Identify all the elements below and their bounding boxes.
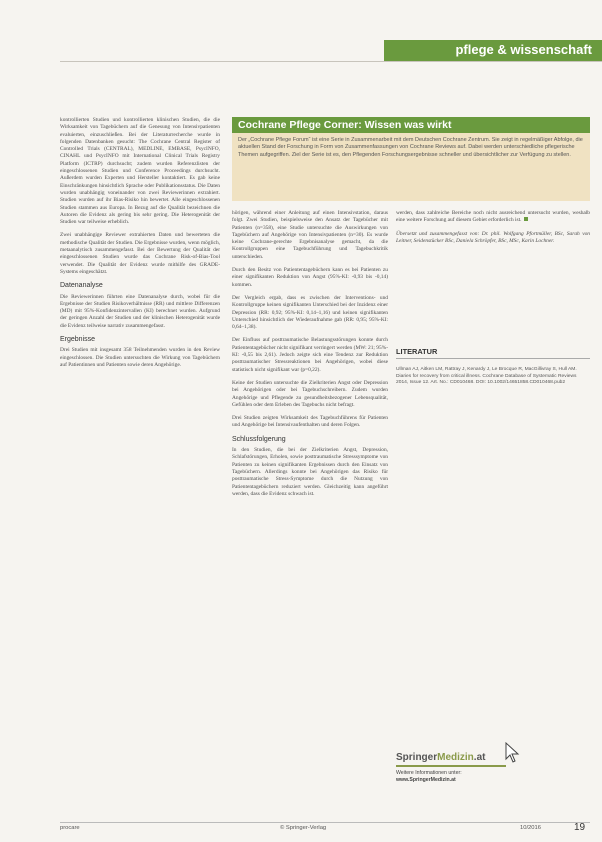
col2-paragraph-2: Durch den Besitz von Patiententagebüchern kann es bei Patienten zu einer signifikanten Reduktion von Angst (95%-KI: -0,93 bis -0,14) kommen. — [232, 267, 388, 288]
end-marker — [524, 217, 528, 221]
springer-promo[interactable] — [396, 752, 590, 784]
promo-text-1: Weitere Informationen unter: — [396, 770, 462, 776]
col2-paragraph-5: Keine der Studien untersuchte die Zielkriterien Angst oder Depression bei Angehörigen oder bei Tagebuchschreibern. Zudem wurden Angehörige und Pflegende zu gesundheitsbezogener Lebensqualität, Gefühlen oder dem Erleben des Tagebuchs nicht befragt. — [232, 379, 388, 408]
col3-paragraph-1 — [396, 210, 590, 225]
col2-paragraph-3: Der Vergleich ergab, dass es zwischen der Interventions- und Kontrollgruppe keinen signifikanten Unterschied bei der Inzidenz einer Depression (RR: 0,92; 95%-KI: 0,14–1,16) und keinen signifikanten Unterschied hinsichtlich der Wiederaufnahme gab (RR: 0,95; 95%-KI: 0,64–1,38). — [232, 294, 388, 331]
header-rule — [60, 61, 602, 62]
col2-paragraph-6: Drei Studien zeigten Wirksamkeit des Tagebuchführens für Patienten und Angehörige bei Intensivaufenthalten und deren Folgen. — [232, 415, 388, 429]
col2-paragraph-7: In den Studien, die bei der Zielkriterien Angst, Depression, Schlafstörungen, Erholen, sowie posttraumatische Stresssymptome von Patienten zu keinen signifikanten Ergebnissen durch den Einsatz von Tagebüchern. Allerdings konnte bei Angehörigen das Risiko für posttraumatische Stress-Symptome durch die Nutzung von Patiententagebüchern reduziert werden. Gleichzeitig kann angeführt werden, dass die Evidenz schwach ist. — [232, 447, 388, 497]
cochrane-box-title: Cochrane Pflege Corner: Wissen was wirkt — [232, 117, 590, 133]
column-3 — [396, 210, 590, 340]
literature-rule — [396, 358, 590, 359]
page-number: 19 — [574, 822, 586, 833]
footer-center: © Springer-Verlag — [280, 825, 327, 831]
section-title: pflege & wissenschaft — [455, 42, 592, 57]
col2-paragraph-4: Der Einfluss auf posttraumatische Belastungsstörungen konnte durch Patiententagebücher nicht signifikant verringert werden (MW: 21; 95%-KI: -0,55 bis 2,61). Jedoch zeigte sich eine Tendenz zur Reduktion posttraumatischer Stressreaktionen bei Angehörigen, wobei diese statistisch nicht signifikant war (p=0,22). — [232, 337, 388, 373]
column-1 — [60, 117, 220, 817]
col1-paragraph-3: Die Reviewerinnen führten eine Datenanalyse durch, wobei für die Ergebnisse der Studien Risikoverhältnisse (RR) und mittlere Differenzen (MD) mit 95%-Konfidenzintervallen (KI) berechnet wurden. Aufgrund der geringen Anzahl der Studien und der klinischen Heterogenität wurde die Evidenz teilweise narrativ zusammengefasst. — [60, 293, 220, 329]
literature-reference: Ullman AJ, Aitken LM, Rattray J, Kenardy J, Le Brocque R, MacGillivray S, Hull AM. Diaries for recovery from critical illness. Cochrane Database of Systematic Reviews 2014, Issue 12. Art. No.: CD010468. DOI: 10.1002/14651858.CD010468.pub2 — [396, 367, 577, 386]
heading-results: Ergebnisse — [60, 336, 96, 344]
col3-credits: Übersetzt und zusammengefasst von: Dr. phil. Wolfgang Pfortmüller, BSc, Sarah von Leitner, Seidenstücker BSc, Daniela Schröpfer, BSc, MSc, Karin Lochner. — [396, 230, 590, 244]
logo-suffix: .at — [473, 752, 486, 763]
col1-paragraph-1: kontrollierten Studien und kontrollierten klinischen Studien, die die Wirksamkeit von Tagebüchern auf die Genesung von Intensivpatienten evaluierten, einzuschließen. Bei der Literaturrecherche wurde in folgenden Datenbanken gesucht: The Cochrane Central Register of Controlled Trials (CENTRAL), MEDLINE, EMBASE, PsycINFO, CINAHL und PsycINFO mit International Clinical Trials Registry Platform (ICTRP) durchsucht; zudem wurden Referenzlisten der eingeschlossenen Studien und Conference Proceedings durchsucht. Außerdem wurden Experten und Hersteller kontaktiert. Es gab keine Einschränkungen hinsichtlich Sprache oder Publikationsstatus. Die Daten wurden unabhängig voneinander von zwei Reviewerinnen extrahiert. Studien wurden auf ihr Bias-Risiko hin bewertet. Alle eingeschlossenen Studien stammen aus Europa. In Bezug auf die Qualität bezeichnen die Autoren die Evidenz als gering bis sehr gering. Die Heterogenität der Studien war teilweise erheblich. — [60, 117, 220, 226]
promo-bar — [396, 765, 506, 767]
footer-rule — [60, 822, 590, 823]
heading-data-analysis: Datenanalyse — [60, 282, 103, 290]
col1-paragraph-2: Zwei unabhängige Reviewer extrahierten Daten und bewerteten die methodische Qualität der Studien. Die Ergebnisse wurden, wenn möglich, metaanalytisch zusammengefasst. Bei der Bewertung der Qualität der eingeschlossenen Studien wurde das Cochrane Risk-of-Bias-Tool verwendet. Die Qualität der Evidenz wurde mithilfe des GRADE-Systems eingeschätzt. — [60, 232, 220, 275]
column-2 — [232, 210, 388, 817]
promo-link[interactable]: www.SpringerMedizin.at — [396, 777, 456, 783]
footer-left: procare — [60, 825, 80, 831]
footer-right: 10/2016 — [520, 825, 541, 831]
springer-logo — [396, 752, 590, 763]
literature-heading: LITERATUR — [396, 347, 438, 356]
cursor-icon — [504, 742, 522, 764]
heading-conclusion: Schlussfolgerung — [232, 435, 286, 443]
cochrane-box-body: Der „Cochrane Pflege Forum“ ist eine Serie in Zusammenarbeit mit dem Deutschen Cochrane Zentrum. Sie zeigt in regelmäßiger Abfolge, die aktuellen Stand der Forschung in Form von Zusammenfassungen von Cochrane Reviews auf. Dabei werden unterschiedliche pflegerische Themen aufgegriffen. Ziel der Serie ist es, den Pflegenden Forschungsergebnisse schneller und übersichtlicher zur Verfügung zu stellen. — [232, 133, 590, 201]
col1-paragraph-4: Drei Studien mit insgesamt 358 Teilnehmenden wurden in den Review eingeschlossen. Die Studien untersuchten die Wirkung von Tagebüchern auf Patientinnen und Patienten sowie deren Angehörige. — [60, 347, 220, 368]
cochrane-box — [232, 117, 590, 201]
section-header — [384, 40, 602, 62]
col2-paragraph-1: hörigen, während einer Anleitung auf einen Intensivstation, daraus folgt. Zwei Studien, beispielsweise den Ansatz der Tagebücher mit Patienten (n=358), eine Studie untersuchte die Auswirkungen von Tagebüchern auf Angehörige von Intensivpatienten (n=30). Es wurde keine Cochrane-gerechte Ergebnisanalyse gemacht, da die Kontrollgruppen eine Tagebuchführung und Tagebuchkritik unterschieden. — [232, 210, 388, 260]
col3-paragraph-1-text: werden, dass zahlreiche Bereiche noch nicht ausreichend untersucht wurden, weshalb eine weitere Forschung auf diesem Gebiet erforderlich ist. — [396, 210, 590, 224]
logo-accent: Medizin — [437, 752, 474, 763]
logo-main: Springer — [396, 752, 438, 763]
